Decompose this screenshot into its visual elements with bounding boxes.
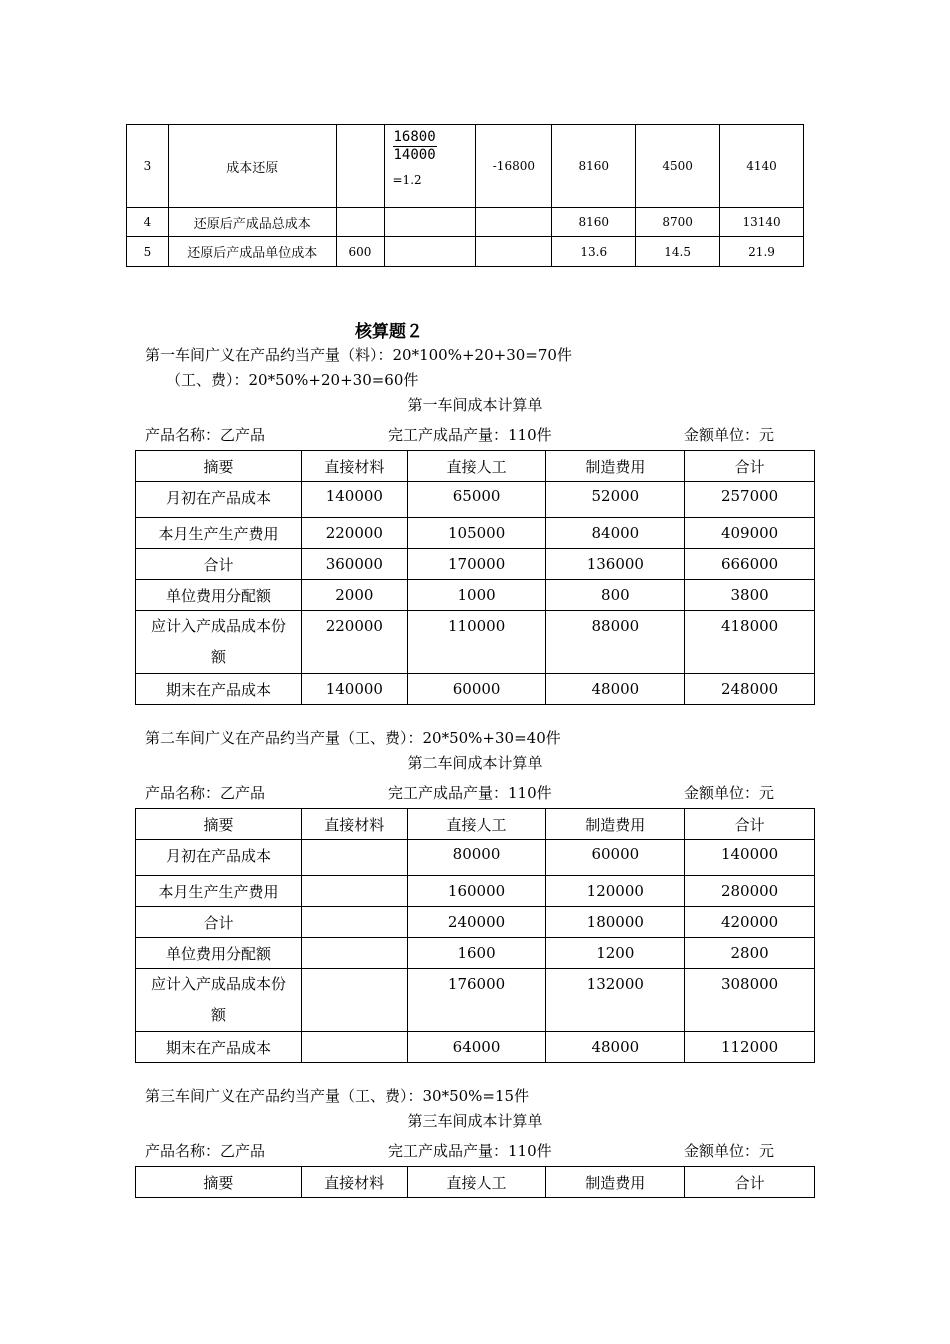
cell: 418000 (685, 611, 815, 674)
cell: 176000 (407, 969, 546, 1032)
cell: 60000 (546, 840, 685, 876)
row-number: 4 (127, 208, 169, 237)
column-header: 摘要 (136, 1167, 302, 1198)
cell: 248000 (685, 674, 815, 705)
cell: 13.6 (552, 237, 636, 267)
ws1-line1: 第一车间广义在产品约当产量（料）：20*100%+20+30=70件 (145, 346, 572, 364)
column-header: 直接材料 (301, 809, 407, 840)
cell: 84000 (546, 518, 685, 549)
cell: 140000 (301, 482, 407, 518)
cell: 409000 (685, 518, 815, 549)
ws2-title: 第二车间成本计算单 (407, 754, 543, 772)
ws3-output: 完工产成品产量：110件 (388, 1142, 552, 1160)
row-item: 还原后产成品总成本 (168, 208, 336, 237)
cell: 136000 (546, 549, 685, 580)
fraction-denominator: 14000 (393, 147, 436, 163)
cell: 160000 (407, 876, 546, 907)
column-header: 合计 (685, 809, 815, 840)
cell (476, 237, 552, 267)
cell: 180000 (546, 907, 685, 938)
ws1-line2: （工、费）：20*50%+20+30=60件 (166, 371, 419, 389)
row-item: 还原后产成品单位成本 (168, 237, 336, 267)
cell: 3800 (685, 580, 815, 611)
cell (384, 208, 476, 237)
cell: 666000 (685, 549, 815, 580)
cell: 8700 (636, 208, 720, 237)
cell: 4500 (636, 125, 720, 208)
table-row (136, 674, 815, 705)
ws2-output: 完工产成品产量：110件 (388, 784, 552, 802)
table-row (136, 1032, 815, 1063)
table-header-row (136, 1167, 815, 1198)
cell (336, 208, 384, 237)
table-row (136, 876, 815, 907)
cell: 52000 (546, 482, 685, 518)
cell: 600 (336, 237, 384, 267)
cell: 140000 (685, 840, 815, 876)
ws1-product: 产品名称：乙产品 (145, 426, 266, 444)
section-title: 核算题２ (355, 322, 423, 342)
table-header-row (136, 809, 815, 840)
cell (301, 1032, 407, 1063)
table-row (136, 969, 815, 1032)
cell (301, 938, 407, 969)
ws3-unit: 金额单位：元 (684, 1142, 775, 1160)
cell (384, 237, 476, 267)
ws3-product: 产品名称：乙产品 (145, 1142, 266, 1160)
cell (301, 840, 407, 876)
table-row (127, 125, 804, 208)
cell: 280000 (685, 876, 815, 907)
cell: 单位费用分配额 (136, 938, 302, 969)
column-header: 摘要 (136, 809, 302, 840)
table-row (136, 611, 815, 674)
cell: 240000 (407, 907, 546, 938)
table-row (136, 580, 815, 611)
cell: 64000 (407, 1032, 546, 1063)
cell: 120000 (546, 876, 685, 907)
cell: 80000 (407, 840, 546, 876)
cell: 期末在产品成本 (136, 1032, 302, 1063)
cell: 合计 (136, 549, 302, 580)
cell: 308000 (685, 969, 815, 1032)
cell: 112000 (685, 1032, 815, 1063)
cell: 110000 (407, 611, 546, 674)
cell: 月初在产品成本 (136, 482, 302, 518)
cell: 2800 (685, 938, 815, 969)
table-row (127, 208, 804, 237)
cell-text: 应计入产成品成本份额 (150, 975, 286, 1024)
row-number: 3 (127, 125, 169, 208)
cell-text: 应计入产成品成本份额 (150, 617, 286, 666)
cell: 8160 (552, 125, 636, 208)
column-header: 直接人工 (407, 451, 546, 482)
table-row (136, 549, 815, 580)
ws1-cost-table (135, 450, 815, 705)
cell (301, 907, 407, 938)
cell: 1600 (407, 938, 546, 969)
column-header: 直接材料 (301, 1167, 407, 1198)
column-header: 直接材料 (301, 451, 407, 482)
cell: 360000 (301, 549, 407, 580)
table-row (136, 840, 815, 876)
cell: 月初在产品成本 (136, 840, 302, 876)
cell: 105000 (407, 518, 546, 549)
cell: 170000 (407, 549, 546, 580)
cell: 期末在产品成本 (136, 674, 302, 705)
restoration-table (126, 124, 804, 267)
cell: 257000 (685, 482, 815, 518)
cell (301, 969, 407, 1032)
table-row (136, 482, 815, 518)
table-row (136, 907, 815, 938)
cell: 13140 (720, 208, 804, 237)
column-header: 制造费用 (546, 1167, 685, 1198)
table-row (136, 518, 815, 549)
cell: 88000 (546, 611, 685, 674)
ws1-unit: 金额单位：元 (684, 426, 775, 444)
cell (136, 969, 302, 1032)
cell: 14.5 (636, 237, 720, 267)
fraction-numerator: 16800 (393, 129, 436, 145)
column-header: 制造费用 (546, 451, 685, 482)
ws2-cost-table (135, 808, 815, 1063)
cell: 132000 (546, 969, 685, 1032)
row-number: 5 (127, 237, 169, 267)
cell (136, 611, 302, 674)
cell: 单位费用分配额 (136, 580, 302, 611)
cell: 本月生产生产费用 (136, 876, 302, 907)
cell: 420000 (685, 907, 815, 938)
cell: 1200 (546, 938, 685, 969)
cell (301, 876, 407, 907)
cell: 48000 (546, 1032, 685, 1063)
cell: 本月生产生产费用 (136, 518, 302, 549)
cell: -16800 (476, 125, 552, 208)
column-header: 摘要 (136, 451, 302, 482)
ws3-cost-table (135, 1166, 815, 1198)
column-header: 直接人工 (407, 809, 546, 840)
cell: 合计 (136, 907, 302, 938)
cell: 8160 (552, 208, 636, 237)
row-item: 成本还原 (168, 125, 336, 208)
cell: 48000 (546, 674, 685, 705)
column-header: 合计 (685, 1167, 815, 1198)
column-header: 合计 (685, 451, 815, 482)
table-header-row (136, 451, 815, 482)
cell: 220000 (301, 611, 407, 674)
fraction-cell (384, 125, 476, 208)
fraction-result: =1.2 (392, 173, 422, 187)
cell: 1000 (407, 580, 546, 611)
table-row (136, 938, 815, 969)
column-header: 制造费用 (546, 809, 685, 840)
table-row (127, 237, 804, 267)
cell: 220000 (301, 518, 407, 549)
ws2-line1: 第二车间广义在产品约当产量（工、费）：20*50%+30=40件 (145, 729, 561, 747)
cell: 800 (546, 580, 685, 611)
ws3-line1: 第三车间广义在产品约当产量（工、费）：30*50%=15件 (145, 1087, 530, 1105)
cell: 65000 (407, 482, 546, 518)
ws1-output: 完工产成品产量：110件 (388, 426, 552, 444)
cell: 4140 (720, 125, 804, 208)
cell: 21.9 (720, 237, 804, 267)
cell (476, 208, 552, 237)
ws2-unit: 金额单位：元 (684, 784, 775, 802)
ws1-title: 第一车间成本计算单 (407, 396, 543, 414)
cell: 60000 (407, 674, 546, 705)
cell: 140000 (301, 674, 407, 705)
ws3-title: 第三车间成本计算单 (407, 1112, 543, 1130)
fraction (393, 129, 437, 164)
cell: 2000 (301, 580, 407, 611)
column-header: 直接人工 (407, 1167, 546, 1198)
cell (336, 125, 384, 208)
ws2-product: 产品名称：乙产品 (145, 784, 266, 802)
